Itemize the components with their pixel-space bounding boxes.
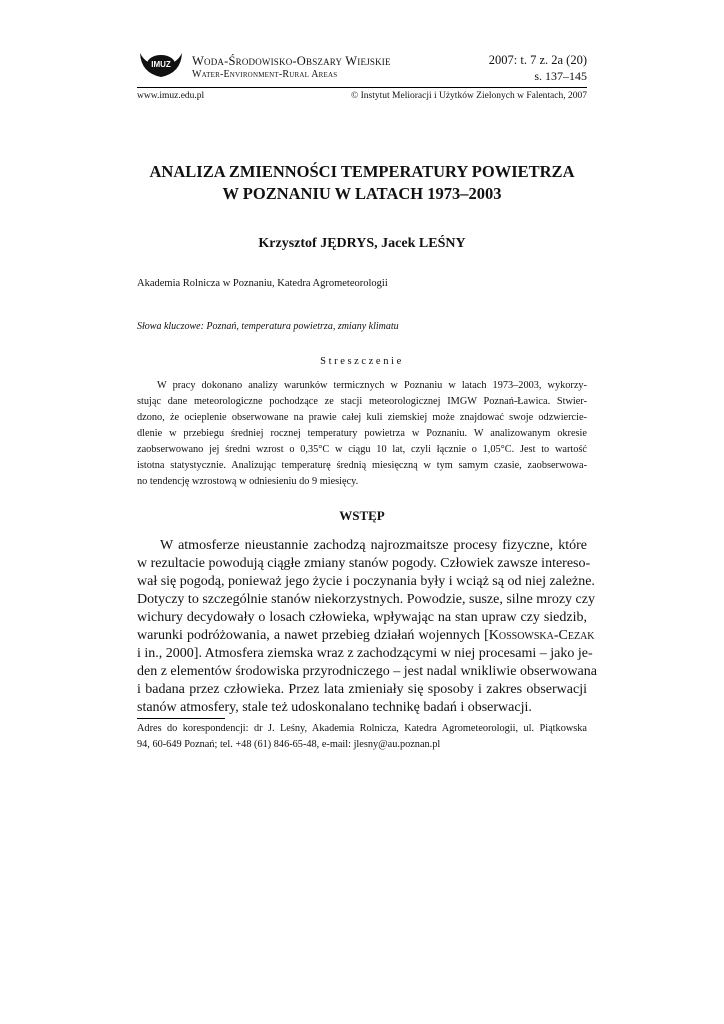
section-heading-intro: WSTĘP [339, 508, 385, 523]
abstract-line: dzono, że ocieplenie obserwowane na prawie całej kuli ziemskiej może znajdować swoje odzwiercie- [137, 412, 587, 423]
footnote-line: 94, 60-649 Poznań; tel. +48 (61) 846-65-48, e-mail: jlesny@au.poznan.pl [137, 739, 441, 750]
footnote-rule [137, 718, 225, 719]
abstract-heading: Streszczenie [320, 356, 404, 367]
svg-text:IMUZ: IMUZ [151, 60, 171, 69]
journal-url[interactable]: www.imuz.edu.pl [137, 91, 205, 101]
intro-line: stanów atmosfery, stale też udoskonalano technikę badań i obserwacji. [137, 700, 532, 715]
abstract-line: stując dane meteorologiczne pochodzące ze stacji meteorologicznej IMGW Poznań-Ławica. Stwier- [137, 396, 587, 407]
intro-line: w rezultacie powodują ciągłe zmiany stanów pogody. Człowiek zawsze intereso- [137, 556, 591, 571]
issue-info: 2007: t. 7 z. 2a (20) [488, 53, 587, 67]
page-range: s. 137–145 [534, 69, 587, 83]
abstract-line: dlenie w przebiegu średniej rocznej temperatury powietrza w Poznaniu. W analizowanym okresie [137, 428, 587, 439]
article-title [100, 161, 624, 205]
imuz-logo [138, 49, 184, 79]
title-line-2: W POZNANIU W LATACH 1973–2003 [222, 184, 502, 203]
keywords: Słowa kluczowe: Poznań, temperatura powietrza, zmiany klimatu [137, 321, 399, 332]
intro-line: Dotyczy to szczególnie stanów niekorzystnych. Powodzie, susze, silne mrozy czy [137, 592, 595, 607]
abstract-line: no tendencję wzrostową w odniesieniu do 9 miesięcy. [137, 476, 359, 487]
footnote-line: Adres do korespondencji: dr J. Leśny, Akademia Rolnicza, Katedra Agrometeorologii, ul. Piątkowska [137, 723, 587, 734]
intro-line: W atmosferze nieustannie zachodzą najrozmaitsze procesy fizyczne, które [160, 538, 587, 553]
intro-line: i badana przez człowieka. Przez lata zmieniały się sposoby i zakres obserwacji [137, 682, 587, 697]
intro-line: wichury decydowały o losach człowieka, wpływając na stan upraw czy siedzib, [137, 610, 587, 625]
abstract-line: istotna statystycznie. Analizując temperaturę średnią miesięczną w tym samym czasie, zaobserwowa- [137, 460, 587, 471]
intro-line: i in., 2000]. Atmosfera ziemska wraz z zachodzącymi w niej procesami – jako je- [137, 646, 593, 661]
intro-line [137, 628, 595, 644]
intro-line: wał się pogodą, ponieważ jego życie i poczynania były i wciąż są od niej zależne. [137, 574, 595, 589]
journal-name-en: Water-Environment-Rural Areas [192, 69, 338, 80]
authors: Krzysztof JĘDRYS, Jacek LEŚNY [258, 236, 466, 251]
abstract-line: zaobserwowano jej średni wzrost o 0,35°C w ciągu 10 lat, czyli łącznie o 1,05°C. Jest to wartość [137, 444, 587, 455]
abstract-line: W pracy dokonano analizy warunków termicznych w Poznaniu w latach 1973–2003, wykorzy- [157, 380, 587, 391]
intro-line-text: warunki podróżowania, a nawet przebieg działań wojennych [ [137, 628, 489, 643]
affiliation: Akademia Rolnicza w Poznaniu, Katedra Agrometeorologii [137, 278, 388, 289]
header-rule [137, 87, 587, 88]
intro-line: den z elementów środowiska przyrodniczego – jest nadal wnikliwie obserwowana [137, 664, 597, 679]
journal-name-pl: Woda-Środowisko-Obszary Wiejskie [192, 54, 391, 68]
citation: Kossowska-Cezak [488, 628, 595, 643]
title-line-1: ANALIZA ZMIENNOŚCI TEMPERATURY POWIETRZA [149, 162, 575, 181]
copyright-notice: © Instytut Melioracji i Użytków Zielonych w Falentach, 2007 [351, 91, 587, 101]
